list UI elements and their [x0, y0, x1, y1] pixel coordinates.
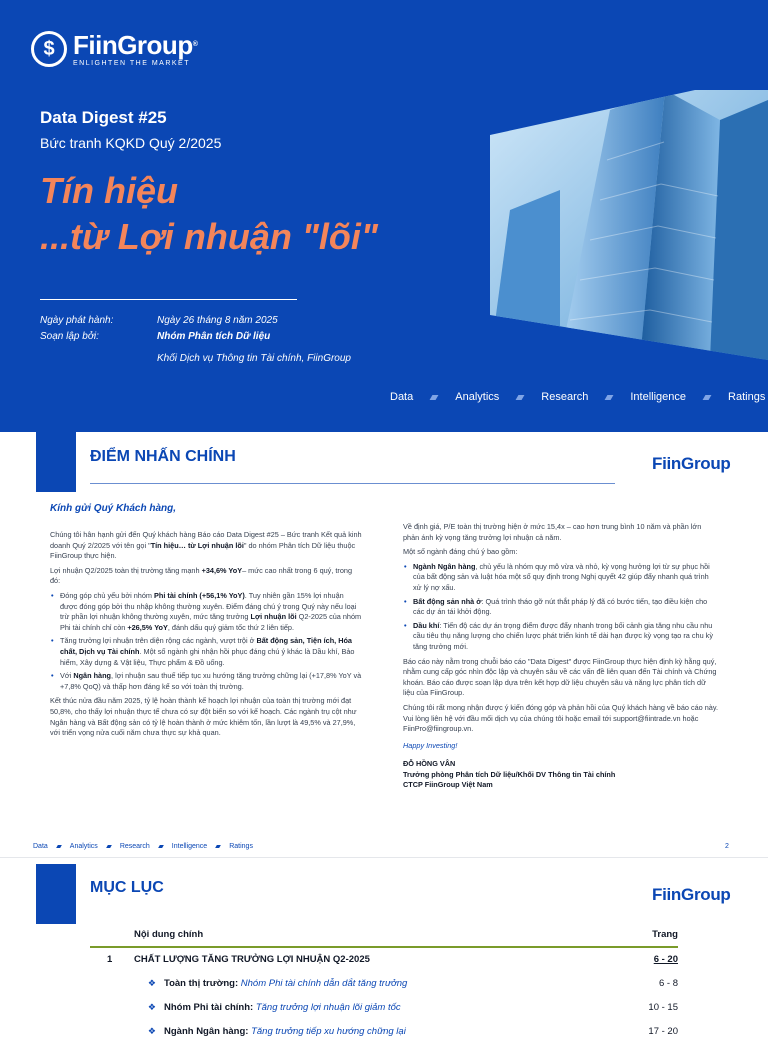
highlights-rule: [90, 483, 615, 484]
diamond-bullet-icon: ❖: [147, 978, 156, 988]
bullet-oil-gas: • Dầu khí: Tiến độ các dự án trọng điểm được đẩy nhanh trong bối cảnh gia tăng nhu cầu nhu cầu tiêu thụ năng lượng cho chiến lược phát triển kinh tế dài hạn được kỳ vọng tạo ra chu kỳ tăng trưởng mới.: [403, 621, 719, 653]
footer-nav-ratings: Ratings: [229, 843, 253, 850]
author-team: Nhóm Phân tích Dữ liệu: [157, 331, 271, 342]
report-subtitle: Bức tranh KQKD Quý 2/2025: [40, 135, 222, 151]
headline-line-1: Tín hiệu: [40, 170, 178, 211]
toc-col-content: Nội dung chính: [134, 929, 204, 940]
happy-investing: Happy Investing!: [403, 740, 458, 750]
report-meta: [40, 313, 351, 367]
cover-nav-analytics: Analytics: [455, 391, 500, 403]
cover-nav-ratings: Ratings: [728, 391, 766, 403]
logo-tagline: ENLIGHTEN THE MARKET: [73, 59, 190, 67]
section-accent-bar: [36, 432, 76, 492]
cover-page: [0, 0, 768, 432]
footer-nav-data: Data: [33, 843, 48, 850]
greeting: Kính gửi Quý Khách hàng,: [50, 503, 177, 514]
cover-divider: [40, 299, 297, 300]
table-of-contents: [90, 924, 678, 1044]
footer-nav-intelligence: Intelligence: [171, 843, 208, 850]
diamond-bullet-icon: ❖: [147, 1026, 156, 1036]
bullet-nonfinancial: • Đóng góp chủ yếu bởi nhóm Phi tài chính (+56,1% YoY). Tuy nhiên gần 15% lợi nhuận được đóng góp bởi thu nhập không thường xuyên. Điểm đáng chú ý trong Quý này nếu loại trừ phần lợi nhuận không thường xuyên, mức tăng trưởng Lợi nhuận lõi Q2-2025 của nhóm Phi tài chính chỉ còn +26,5% YoY, đánh dấu quý giảm tốc thứ 2 liên tiếp.: [50, 591, 362, 633]
cover-nav-research: Research: [541, 391, 589, 403]
intro-paragraph: Chúng tôi hân hạnh gửi đến Quý khách hàng Báo cáo Data Digest #25 – Bức tranh Kết quả kinh doanh Quý 2/2025 với tên gọi "Tín hiệu… từ Lợi nhuận lõi" do nhóm Phân tích Dữ liệu thuộc FiinGroup thực hiện.: [50, 530, 362, 561]
bullet-banks: • Với Ngân hàng, lợi nhuận sau thuế tiếp tục xu hướng tăng trưởng chững lại (+17,8% YoY và +7,8% QoQ) và thấp hơn đáng kể so với toàn thị trường.: [50, 671, 362, 692]
cover-nav-intelligence: Intelligence: [630, 391, 687, 403]
plan-paragraph: Kết thúc nửa đầu năm 2025, tỷ lệ hoàn thành kế hoạch lợi nhuận của toàn thị trường mới đạt 50,8%, cho thấy lợi nhuận thực tế chưa có sự đột biến so với kế hoạch. Các ngành trụ cột như Ngân hàng và Bất động sản có tỷ lệ hoàn thành ở mức khiêm tốn, lần lượt là 49,5% và 27,9%, với triển vọng nửa cuối năm chưa thực sự khả quan.: [50, 696, 357, 738]
toc-row-page[interactable]: 6 - 20: [653, 954, 678, 965]
author-division: Khối Dịch vụ Thông tin Tài chính, FiinGroup: [157, 353, 351, 364]
toc-subitem[interactable]: ❖ Ngành Ngân hàng: Tăng trưởng tiếp xu hướng chững lại 17 - 20: [90, 1020, 678, 1044]
logo-registered: ®: [192, 40, 198, 48]
diamond-bullet-icon: ❖: [147, 1002, 156, 1012]
bullet-banking-sector: • Ngành Ngân hàng, chủ yếu là nhóm quy mô vừa và nhỏ, kỳ vọng hưởng lợi từ sự phục hồi của bất động sản và luật hóa một số quy định trong Nghị quyết 42 giúp đẩy nhanh quá trình xử lý nợ xấu.: [403, 562, 719, 594]
skyscraper-image: [490, 90, 768, 360]
toc-subitem[interactable]: ❖ Nhóm Phi tài chính: Tăng trưởng lợi nhuận lõi giảm tốc 10 - 15: [90, 996, 678, 1020]
fiingroup-logo-icon: $: [31, 31, 67, 67]
highlights-title: ĐIỂM NHẤN CHÍNH: [90, 448, 236, 465]
toc-row-1[interactable]: [90, 948, 678, 972]
page-divider: [0, 857, 768, 858]
toc-subitem[interactable]: ❖ Toàn thị trường: Nhóm Phi tài chính dẫn dắt tăng trưởng 6 - 8: [90, 972, 678, 996]
report-headline: [40, 168, 378, 260]
highlights-brand: FiinGroup: [652, 454, 731, 473]
author-label: Soạn lập bởi:: [40, 331, 99, 342]
toc-subitem-page: 10 - 15: [648, 1002, 678, 1013]
toc-subitem-page: 6 - 8: [658, 978, 678, 989]
toc-col-page: Trang: [652, 929, 678, 940]
page-number: 2: [725, 843, 729, 850]
bullet-real-estate: • Bất động sản nhà ở: Quá trình tháo gỡ nút thắt pháp lý đã có bước tiến, tạo điều kiện cho các dự án tái khởi động.: [403, 597, 719, 618]
signer-company: CTCP FiinGroup Việt Nam: [403, 780, 493, 790]
toc-row-title: CHẤT LƯỢNG TĂNG TRƯỞNG LỢI NHUẬN Q2-2025: [134, 954, 370, 965]
release-label: Ngày phát hành:: [40, 315, 114, 326]
toc-header: [90, 924, 678, 946]
highlights-right-column: [403, 522, 719, 791]
logo-name: FiinGroup: [73, 29, 193, 60]
contact-paragraph: Chúng tôi rất mong nhận được ý kiến đóng góp và phản hồi của Quý khách hàng về báo cáo này. Vui lòng liên hệ với đầu mối dịch vụ của chúng tôi hoặc email tới support@fiintrade.vn hoặc FiinPro@fiingroup.vn.: [403, 702, 718, 734]
toc-subitem-page: 17 - 20: [648, 1026, 678, 1037]
footer-nav-analytics: Analytics: [69, 843, 98, 850]
release-date: Ngày 26 tháng 8 năm 2025: [157, 315, 278, 326]
cover-nav-data: Data: [390, 391, 414, 403]
toc-title: MỤC LỤC: [90, 879, 164, 896]
cover-service-nav: [390, 391, 765, 403]
highlights-left-column: [50, 530, 362, 743]
notable-sectors-intro: Một số ngành đáng chú ý bao gồm:: [403, 547, 518, 557]
toc-accent-bar: [36, 864, 76, 924]
toc-row-number: 1: [107, 954, 113, 965]
fiingroup-logo: [31, 31, 197, 67]
valuation-paragraph: Về định giá, P/E toàn thị trường hiện ở mức 15,4x – cao hơn trung bình 10 năm và phần lớn phản ánh kỳ vọng tăng trưởng lợi nhuận cả năm.: [403, 522, 702, 542]
digest-number: Data Digest #25: [40, 108, 167, 127]
footer-service-nav: [33, 843, 253, 850]
profit-paragraph: Lợi nhuận Q2/2025 toàn thị trường tăng mạnh +34,6% YoY– mức cao nhất trong 6 quý, trong đó:: [50, 565, 353, 586]
footer-nav-research: Research: [119, 843, 150, 850]
bullet-sectors: • Tăng trưởng lợi nhuận trên diện rộng các ngành, vượt trội ở Bất động sản, Tiện ích, Hóa chất, Dịch vụ Tài chính. Một số ngành ghi nhận hồi phục đáng chú ý khác là Dầu khí, Bảo hiểm, Xây dựng & Vật liệu, Thực phẩm & Đồ uống.: [50, 636, 362, 668]
series-paragraph: Báo cáo này nằm trong chuỗi báo cáo "Data Digest" được FiinGroup thực hiện định kỳ hằng quý, nhằm cung cấp góc nhìn độc lập và chuyên sâu về các vấn đề liên quan đến Tài chính và Chứng khoán. Báo cáo được soạn lập dựa trên kết hợp dữ liệu chuyên sâu và năng lực phân tích dữ liệu của FiinGroup.: [403, 656, 717, 698]
headline-line-2: ...từ Lợi nhuận "lõi": [40, 216, 378, 257]
toc-brand: FiinGroup: [652, 885, 731, 904]
signer-name: ĐỖ HỒNG VÂN: [403, 759, 456, 769]
signer-title: Trưởng phòng Phân tích Dữ liệu/Khối DV Thông tin Tài chính: [403, 769, 616, 779]
